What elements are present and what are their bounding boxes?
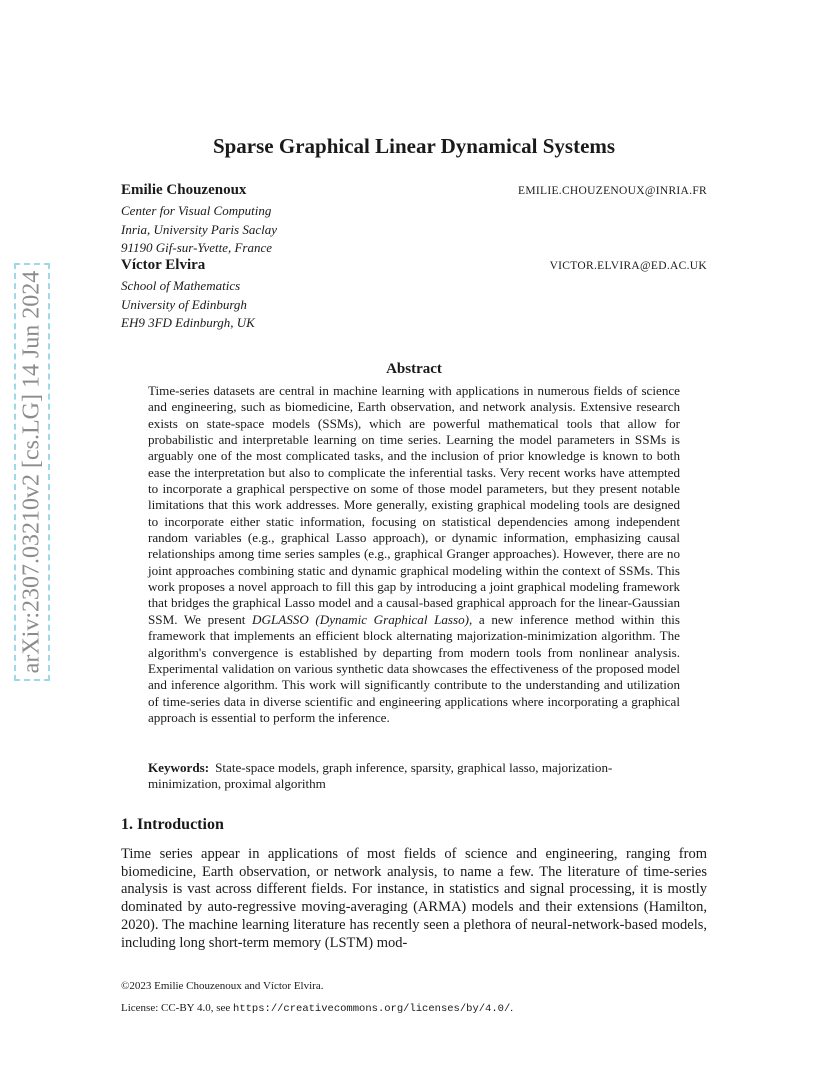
author-email: EMILIE.CHOUZENOUX@INRIA.FR xyxy=(518,185,707,197)
license-link[interactable]: https://creativecommons.org/licenses/by/4.0/ xyxy=(233,1003,511,1015)
keywords xyxy=(148,760,680,793)
affiliation-line: Center for Visual Computing xyxy=(121,203,272,218)
affiliation-line: EH9 3FD Edinburgh, UK xyxy=(121,315,255,330)
arxiv-stamp xyxy=(14,263,50,681)
license-prefix: License: CC-BY 4.0, see xyxy=(121,1002,234,1014)
author-block-1 xyxy=(121,182,707,258)
affiliation-line: University of Edinburgh xyxy=(121,296,247,312)
affiliation-line: School of Mathematics xyxy=(121,278,241,293)
author-email: VICTOR.ELVIRA@ED.AC.UK xyxy=(549,260,707,272)
abstract-body xyxy=(148,383,680,726)
introduction-paragraph: Time series appear in applications of most fields of science and engineering, ranging from biomedicine, Earth observation, or network analysis, to name a few. The literature of time-series analysis is vast across different fields. For instance, in statistics and signal processing, it is mostly dominated by auto-regressive moving-averaging (ARMA) models and their extensions (Hamilton, 2020). The machine learning literature has recently seen a plethora of neural-network-based models, including long short-term memory (LSTM) mod- xyxy=(121,846,707,951)
copyright-notice: ©2023 Emilie Chouzenoux and Víctor Elvira. xyxy=(121,980,324,992)
abstract-heading: Abstract xyxy=(386,361,442,377)
author-name: Víctor Elvira xyxy=(121,257,206,273)
abstract-text: , a new inference method within this framework that implements an efficient block alternating majorization-minimization algorithm. The algorithm's convergence is established by departing from modern tools from nonlinear analysis. Experimental validation on various synthetic data showcases the effectiveness of the proposed model and inference algorithm. This work will significantly contribute to the understanding and utilization of time-series data in diverse scientific and engineering applications where incorporating a graphical approach is essential to perform the inference. xyxy=(148,611,680,725)
keywords-text: State-space models, graph inference, sparsity, graphical lasso, majorization-minimization, proximal algorithm xyxy=(148,760,613,792)
arxiv-identifier: arXiv:2307.03210v2 [cs.LG] 14 Jun 2024 xyxy=(18,270,45,674)
abstract-method-name: DGLASSO (Dynamic Graphical Lasso) xyxy=(252,611,470,627)
license-suffix: . xyxy=(510,1002,514,1014)
section-heading: 1. Introduction xyxy=(121,816,224,833)
paper-title: Sparse Graphical Linear Dynamical Systems xyxy=(212,134,616,158)
author-block-2 xyxy=(121,257,707,333)
author-name: Emilie Chouzenoux xyxy=(121,182,247,198)
keywords-label: Keywords: xyxy=(148,760,210,775)
license-notice xyxy=(121,1002,707,1015)
affiliation-line: Inria, University Paris Saclay xyxy=(121,221,277,237)
affiliation-line: 91190 Gif-sur-Yvette, France xyxy=(121,240,273,255)
abstract-text: Time-series datasets are central in machine learning with applications in numerous fields of science and engineering, such as biomedicine, Earth observation, and network analysis. Extensive research exists on state-space models (SSMs), which are powerful mathematical tools that allow for probabilistic and interpretable learning on time series. Learning the model parameters in SSMs is arguably one of the most complicated tasks, and the inclusion of prior knowledge is known to both ease the interpretation but also to complicate the inferential tasks. Very recent works have attempted to incorporate a graphical perspective on some of those model parameters, but they present notable limitations that this work addresses. More generally, existing graphical modeling tools are designed to incorporate either static information, focusing on statistical dependencies among independent random variables (e.g., graphical Lasso approach), or dynamic information, emphasizing causal relationships among time series samples (e.g., graphical Granger approaches). However, there are no joint approaches combining static and dynamic graphical modeling within the context of SSMs. This work proposes a novel approach to fill this gap by introducing a joint graphical modeling framework that bridges the graphical Lasso model and a causal-based graphical approach for the linear-Gaussian SSM. We present xyxy=(148,383,680,627)
